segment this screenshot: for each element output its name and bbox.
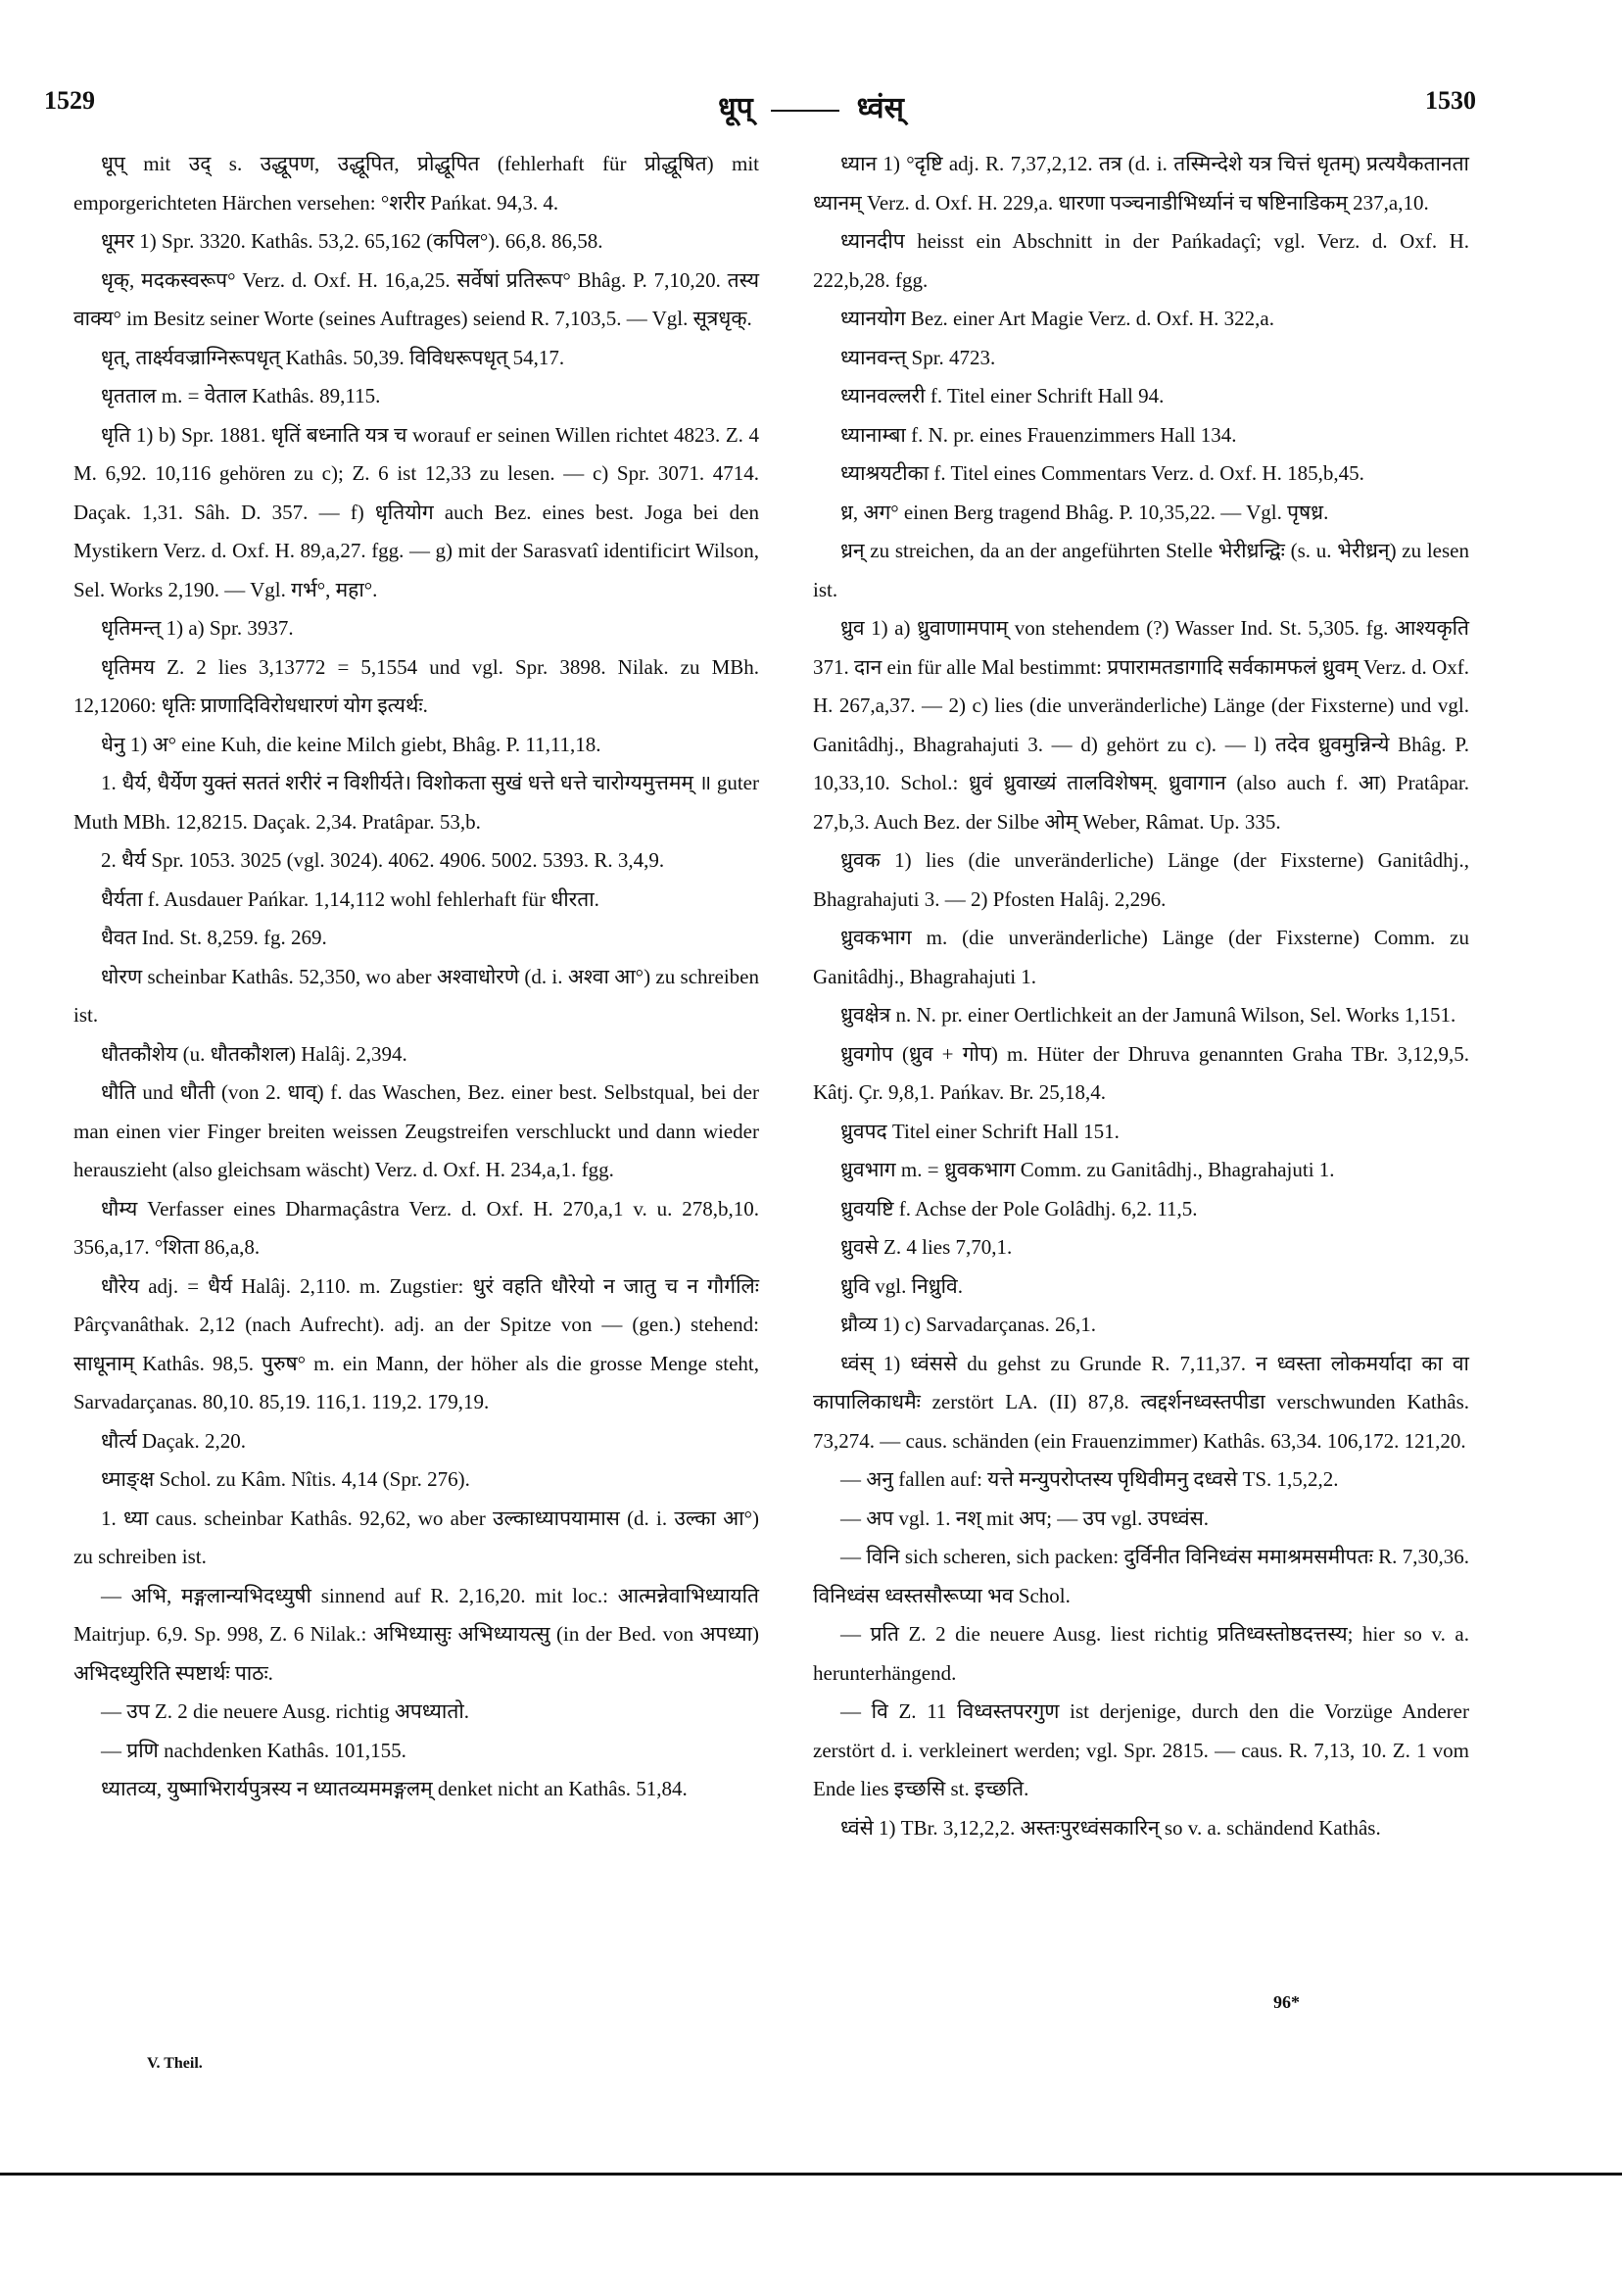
dictionary-entry: — अनु fallen auf: यत्ते मन्युपरोप्तस्य पृथिवीमनु दध्वसे TS. 1,5,2,2. [840,1467,1339,1491]
dictionary-entry: ध्रुव 1) a) ध्रुवाणामपाम् von stehendem (?) Wasser Ind. St. 5,305. fg. आश्यकृति 371. दान ein für alle Mal bestimmt: प्रपारामतडागादि सर्वकामफलं ध्रुवम् Verz. d. Oxf. H. 267,a,37. — 2) c) lies (die unveränderliche) Länge (der Fixsterne) und vgl. Ganitâdhj., Bhagrahajuti 3. — d) gehört zu c). — l) तदेव ध्रुवमुन्निन्ये Bhâg. P. 10,33,10. Schol.: ध्रुवं ध्रुवाख्यं तालविशेषम्. ध्रुवागान (also auch f. आ) Pratâpar. 27,b,3. Auch Bez. der Silbe ओम् Weber, Râmat. Up. 335. [813,616,1469,834]
dictionary-entry: धैवत Ind. St. 8,259. fg. 269. [101,926,327,949]
dictionary-entry: ध्रुवगोप (ध्रुव + गोप) m. Hüter der Dhruva genannten Graha TBr. 3,12,9,5. Kâtj. Çr. 9,8,1. Pańkav. Br. 25,18,4. [813,1041,1469,1104]
dictionary-entry: ध्यानवन्त् Spr. 4723. [840,345,996,369]
dictionary-entry: धृति 1) b) Spr. 1881. धृतिं बध्नाति यत्र च worauf er seinen Willen richtet 4823. Z. 4 M. 6,92. 10,116 gehören zu c); Z. 6 ist 12,33 zu lesen. — c) Spr. 3071. 4714. Daçak. 1,31. Sâh. D. 357. — f) धृतियोग auch Bez. eines best. Joga bei den Mystikern Verz. d. Oxf. H. 89,a,27. fgg. — g) mit der Sarasvatî identificirt Wilson, Sel. Works 2,190. — Vgl. गर्भ°, महा°. [73,422,759,601]
head-dash [771,110,839,112]
page-number-right: 1530 [1425,86,1476,115]
sheet-signature: 96* [1273,1992,1300,2012]
left-column [73,145,759,1809]
dictionary-entry: धैर्यता f. Ausdauer Pańkar. 1,14,112 wohl fehlerhaft für धीरता. [101,886,599,911]
bottom-rule [0,2173,1622,2176]
dictionary-entry: ध्रुवसे Z. 4 lies 7,70,1. [840,1235,1013,1259]
dictionary-entry: धौम्य Verfasser eines Dharmaçâstra Verz. d. Oxf. H. 270,a,1 v. u. 278,b,10. 356,a,17. °शिता 86,a,8. [73,1196,759,1259]
dictionary-entry: ध्यानाम्बा f. N. pr. eines Frauenzimmers Hall 134. [840,422,1237,447]
dictionary-entry: ध्रुवभाग m. = ध्रुवकभाग Comm. zu Ganitâdhj., Bhagrahajuti 1. [840,1158,1335,1181]
dictionary-entry: ध्रुवक्षेत्र n. N. pr. einer Oertlichkeit an der Jamunâ Wilson, Sel. Works 1,151. [840,1003,1456,1027]
dictionary-entry: — प्रणि nachdenken Kathâs. 101,155. [101,1738,406,1762]
dictionary-entry: — विनि sich scheren, sich packen: दुर्विनीत विनिध्वंस ममाश्रमसमीपतः R. 7,30,36. विनिध्वंस ध्वस्तसौरूप्या भव Schol. [813,1545,1469,1607]
dictionary-entry: ध्यानवल्लरी f. Titel einer Schrift Hall 94. [840,384,1165,407]
dictionary-entry: धौरेय adj. = धैर्य Halâj. 2,110. m. Zugstier: धुरं वहति धौरेयो न जातु च न गौर्गलिः Pârçvanâthak. 2,12 (nach Aufrecht). adj. an der Spitze von — (gen.) stehend: साधूनाम् Kathâs. 98,5. पुरुष° m. ein Mann, der höher als die grosse Menge steht, Sarvadarçanas. 80,10. 85,19. 116,1. 119,2. 179,19. [73,1273,759,1413]
dictionary-entry: ध्रौव्य 1) c) Sarvadarçanas. 26,1. [840,1313,1097,1336]
dictionary-entry: 1. धैर्य, धैर्येण युक्तं सततं शरीरं न विशीर्यते। विशोकता सुखं धत्ते धत्ते चारोग्यमुत्तमम् ॥ guter Muth MBh. 12,8215. Daçak. 2,34. Pratâpar. 53,b. [73,771,759,834]
head-last-word: ध्वंस् [856,92,904,124]
dictionary-entry: 1. ध्या caus. scheinbar Kathâs. 92,62, wo aber उल्काध्यापयामास (d. i. उल्का आ°) zu schreiben ist. [73,1506,759,1568]
dictionary-entry: ध्रुवि vgl. निध्रुवि. [840,1273,963,1298]
page-number-left: 1529 [44,86,95,115]
dictionary-entry: ध्यान 1) °दृष्टि adj. R. 7,37,2,12. तत्र (d. i. तस्मिन्देशे यत्र चित्तं धृतम्) प्रत्ययैकतानता ध्यानम् Verz. d. Oxf. H. 229,a. धारणा पञ्चनाडीभिर्ध्यानं च षष्टिनाडिकम् 237,a,10. [813,152,1469,215]
dictionary-entry: ध्यातव्य, युष्माभिरार्यपुत्रस्य न ध्यातव्यममङ्गलम् denket nicht an Kathâs. 51,84. [101,1777,688,1800]
dictionary-entry: धौर्त्य Daçak. 2,20. [101,1428,247,1453]
dictionary-entry: धौतकौशेय (u. धौतकौशल) Halâj. 2,394. [101,1041,407,1066]
dictionary-entry: धृतताल m. = वेताल Kathâs. 89,115. [101,384,381,407]
running-head [0,86,1622,126]
dictionary-entry: — वि Z. 11 विध्वस्तपरगुण ist derjenige, durch den die Vorzüge Anderer zerstört d. i. verkleinert werden; vgl. Spr. 2815. — caus. R. 7,13, 10. Z. 1 vom Ende lies इच्छसि st. इच्छति. [813,1699,1469,1800]
dictionary-entry: ध्माङ्क्ष Schol. zu Kâm. Nîtis. 4,14 (Spr. 276). [101,1467,470,1491]
head-first-word: धूप् [718,92,753,124]
dictionary-entry: धूप् mit उद् s. उद्धूपण, उद्धूपित, प्रोद्धूपित (fehlerhaft für प्रोद्धूषित) mit emporgerichteten Härchen versehen: °शरीर Pańkat. 94,3. 4. [73,152,759,215]
dictionary-entry: ध्याश्रयटीका f. Titel eines Commentars Verz. d. Oxf. H. 185,b,45. [840,461,1364,485]
dictionary-entry: — उप Z. 2 die neuere Ausg. richtig अपध्यातो. [101,1699,470,1723]
dictionary-entry: ध्रुवपद Titel einer Schrift Hall 151. [840,1119,1120,1143]
dictionary-entry: धृतिमय Z. 2 lies 3,13772 = 5,1554 und vgl. Spr. 3898. Nilak. zu MBh. 12,12060: धृतिः प्राणादिविरोधधारणं योग इत्यर्थः. [73,654,759,717]
right-column [813,145,1469,1847]
dictionary-entry: धृत्, तार्क्ष्यवज्राग्निरूपधृत् Kathâs. 50,39. विविधरूपधृत् 54,17. [101,345,565,369]
dictionary-entry: धोरण scheinbar Kathâs. 52,350, wo aber अश्वाधोरणे (d. i. अश्वा आ°) zu schreiben ist. [73,964,759,1027]
dictionary-entry: ध्यानयोग Bez. einer Art Magie Verz. d. Oxf. H. 322,a. [840,307,1274,330]
dictionary-entry: — अप vgl. 1. नश् mit अप; — उप vgl. उपध्वंस. [840,1506,1210,1530]
dictionary-entry: — प्रति Z. 2 die neuere Ausg. liest richtig प्रतिध्वस्तोष्ठदत्तस्य; hier so v. a. herunterhängend. [813,1622,1469,1685]
dictionary-entry: ध्रुवक 1) lies (die unveränderliche) Länge (der Fixsterne) Ganitâdhj., Bhagrahajuti 3. — 2) Pfosten Halâj. 2,296. [813,848,1469,911]
dictionary-entry: ध्वंसे 1) TBr. 3,12,2,2. अस्तःपुरध्वंसकारिन् so v. a. schändend Kathâs. [840,1815,1381,1840]
dictionary-entry: धेनु 1) अ° eine Kuh, die keine Milch giebt, Bhâg. P. 11,11,18. [101,732,601,756]
volume-signature: V. Theil. [147,2055,203,2072]
dictionary-entry: ध्यानदीप heisst ein Abschnitt in der Pańkadaçî; vgl. Verz. d. Oxf. H. 222,b,28. fgg. [813,229,1469,292]
dictionary-entry: धृतिमन्त् 1) a) Spr. 3937. [101,616,294,640]
dictionary-entry: — अभि, मङ्गलान्यभिदध्युषी sinnend auf R. 2,16,20. mit loc.: आत्मन्नेवाभिध्यायति Maitrjup. 6,9. Sp. 998, Z. 6 Nilak.: अभिध्यासुः अभिध्यायत्सु (in der Bed. von अपध्या) अभिदध्युरिति स्पष्टार्थः पाठः. [73,1583,759,1685]
dictionary-entry: ध्र, अग° einen Berg tragend Bhâg. P. 10,35,22. — Vgl. पृषध्र. [840,500,1329,524]
dictionary-entry: धौति und धौती (von 2. धाव्) f. das Waschen, Bez. einer best. Selbstqual, bei der man einen vier Finger breiten weissen Zeugstreifen verschluckt und dann wieder herauszieht (also gleichsam wäscht) Verz. d. Oxf. H. 234,a,1. fgg. [73,1080,759,1181]
dictionary-entry: ध्रन् zu streichen, da an der angeführten Stelle भेरीध्रन्द्विः (s. u. भेरीध्रन्) zu lesen ist. [813,539,1469,601]
dictionary-entry: ध्वंस् 1) ध्वंससे du gehst zu Grunde R. 7,11,37. न ध्वस्ता लोकमर्यादा का वा कापालिकाधमैः zerstört LA. (II) 87,8. त्वद्दर्शनध्वस्तपीडा verschwunden Kathâs. 73,274. — caus. schänden (ein Frauenzimmer) Kathâs. 63,34. 106,172. 121,20. [813,1351,1469,1453]
dictionary-entry: धूमर 1) Spr. 3320. Kathâs. 53,2. 65,162 (कपिल°). 66,8. 86,58. [101,229,603,253]
dictionary-entry: ध्रुवकभाग m. (die unveränderliche) Länge (der Fixsterne) Comm. zu Ganitâdhj., Bhagrahajuti 1. [813,926,1469,988]
dictionary-entry: 2. धैर्य Spr. 1053. 3025 (vgl. 3024). 4062. 4906. 5002. 5393. R. 3,4,9. [101,848,665,872]
dictionary-entry: ध्रुवयष्टि f. Achse der Pole Golâdhj. 6,2. 11,5. [840,1196,1198,1220]
dictionary-entry: धृक्, मदकस्वरूप° Verz. d. Oxf. H. 16,a,25. सर्वेषां प्रतिरूप° Bhâg. P. 7,10,20. तस्य वाक्य° im Besitz seiner Worte (seines Auftrages) seiend R. 7,103,5. — Vgl. सूत्रधृक्. [73,267,759,330]
